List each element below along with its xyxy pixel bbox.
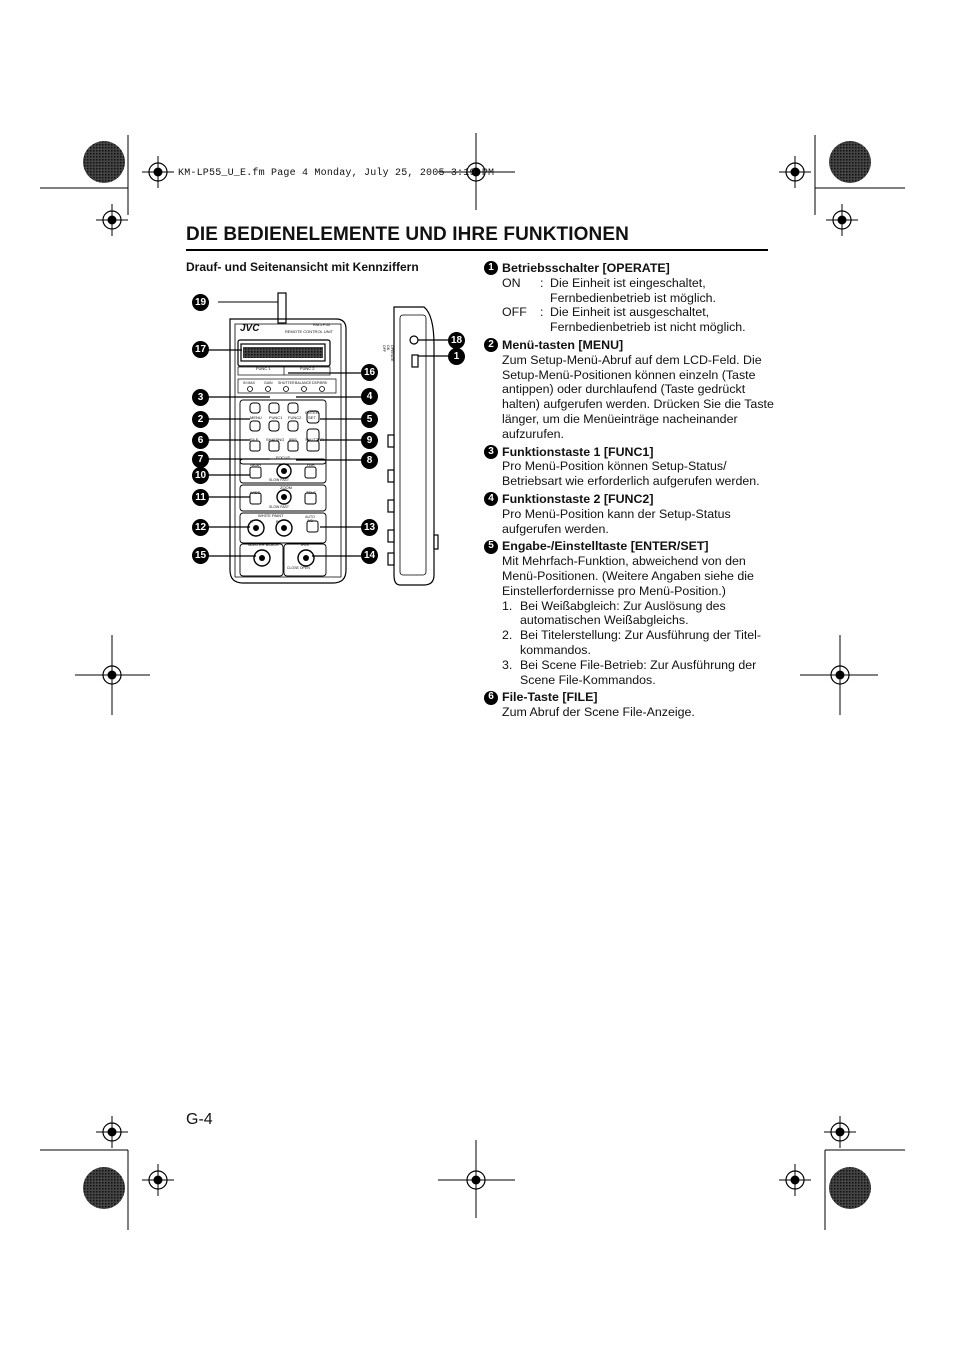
section-func1	[484, 445, 774, 489]
iris-knob-label: IRIS	[301, 542, 309, 547]
zoom-speed-label: SLOW FAST	[269, 505, 290, 509]
model-label: RM-LP55	[313, 322, 330, 327]
led-label-4: DSP/BRK	[312, 381, 328, 385]
section-menu	[484, 338, 774, 442]
callout-16: 16	[361, 364, 378, 381]
tele-button[interactable]: TELE	[306, 490, 317, 495]
iris-close-open-label: CLOSE OPEN	[287, 566, 310, 570]
callout-9: 9	[361, 432, 378, 449]
led-label-3: BALANCE	[295, 381, 312, 385]
file-header: KM-LP55_U_E.fm Page 4 Monday, July 25, 2005 3:19 PM	[178, 168, 495, 179]
func1-button[interactable]: FUNC1	[269, 415, 283, 420]
figure-subtitle: Drauf- und Seitenansicht mit Kennziffern	[186, 260, 419, 274]
section-enter-set	[484, 539, 774, 687]
callout-18: 18	[448, 332, 465, 349]
page-title: DIE BEDIENELEMENTE UND IHRE FUNKTIONEN	[186, 224, 629, 245]
callout-19: 19	[192, 294, 209, 311]
section-func2	[484, 492, 774, 536]
brand-logo: JVC	[240, 323, 260, 334]
section-text: Pro Menü-Position können Setup-Status/ Betriebsart wie erforderlich aufgerufen werden.	[502, 459, 760, 489]
b-label: B	[276, 519, 279, 524]
list-text: Bei Titelerstellung: Zur Ausführung der Titel-kommandos.	[520, 628, 762, 657]
callout-1: 1	[448, 348, 465, 365]
led-label-0: IN MAX	[243, 381, 256, 385]
callout-10: 10	[192, 467, 209, 484]
section-text: Pro Menü-Position kann der Setup-Status aufgerufen werden.	[502, 506, 731, 536]
zoom-label: ZOOM	[280, 485, 292, 490]
list-text: Bei Weißabgleich: Zur Auslösung des automatischen Weißabgleichs.	[520, 598, 726, 628]
section-title: Funktionstaste 2 [FUNC2]	[502, 491, 654, 506]
section-number: 6	[484, 691, 498, 705]
callout-12: 12	[192, 519, 209, 536]
kv-colon: :	[540, 275, 544, 290]
r-label: R	[250, 519, 253, 524]
kv-key: ON	[502, 275, 521, 290]
section-title: File-Taste [FILE]	[502, 690, 598, 705]
led-label-1: GAIN	[264, 381, 273, 385]
section-text: Mit Mehrfach-Funktion, abweichend von den Menü-Positionen. (Weitere Angaben siehe die Einstellerfordernisse pro Menü-Position.)	[502, 554, 754, 598]
near-button[interactable]: NEAR	[250, 462, 262, 467]
iris-button[interactable]: IRIS	[289, 437, 297, 442]
kv-colon: :	[540, 305, 544, 320]
section-text: Zum Abruf der Scene File-Anzeige.	[502, 705, 695, 720]
operate-side-label: OPERATE ON OFF	[382, 345, 394, 362]
page-number: G-4	[186, 1111, 213, 1128]
callout-2: 2	[192, 411, 209, 428]
list-text: Bei Scene File-Betrieb: Zur Ausführung der Scene File-Kommandos.	[520, 657, 757, 687]
focus-label: FOCUS	[276, 455, 290, 460]
section-title: Menü-tasten [MENU]	[502, 337, 624, 352]
func2-bar-label: FUNC 2	[300, 366, 315, 371]
callout-6: 6	[192, 432, 209, 449]
shutter-button[interactable]: SHUTTER	[305, 437, 324, 442]
shading-button[interactable]: SHADING	[266, 437, 285, 442]
callout-4: 4	[361, 388, 378, 405]
kv-key: OFF	[502, 305, 527, 320]
section-text: Zum Setup-Menü-Abruf auf dem LCD-Feld. Die Setup-Menü-Positionen können einzeln (Taste antippen) oder durchlaufend (Taste gedrückt halten) aufgerufen werden. Drücken Sie die Taste länger, um die Menüeinträge nacheinander aufzurufen.	[502, 352, 774, 441]
auto-wb-button[interactable]: AUTO WB	[305, 515, 315, 523]
title-rule	[186, 249, 768, 251]
kv-value: Die Einheit ist eingeschaltet, Fernbedienbetrieb ist möglich.	[550, 275, 716, 305]
focus-speed-label: SLOW FAST	[269, 478, 290, 482]
callout-3: 3	[192, 389, 209, 406]
callout-8: 8	[361, 452, 378, 469]
callout-5: 5	[361, 411, 378, 428]
white-paint-label: WHITE PAINT	[258, 513, 284, 518]
list-number: 3.	[502, 657, 513, 672]
callout-15: 15	[192, 547, 209, 564]
list-number: 1.	[502, 598, 513, 613]
section-file	[484, 690, 774, 720]
section-number: 5	[484, 540, 498, 554]
kv-value: Die Einheit ist ausgeschaltet, Fernbedienbetrieb ist nicht möglich.	[550, 305, 746, 335]
section-title: Engabe-/Einstelltaste [ENTER/SET]	[502, 539, 709, 554]
func2-button[interactable]: FUNC2	[288, 415, 302, 420]
callout-17: 17	[192, 341, 209, 358]
descriptions	[484, 258, 774, 720]
enter-set-button[interactable]: ENTER SET	[305, 410, 319, 420]
section-number: 2	[484, 338, 498, 352]
master-black-label: MASTER BLACK	[248, 542, 279, 547]
callout-11: 11	[192, 489, 209, 506]
file-button[interactable]: FILE	[250, 437, 259, 442]
section-number: 3	[484, 445, 498, 459]
callout-7: 7	[192, 451, 209, 468]
model-sub-label: REMOTE CONTROL UNIT	[285, 329, 334, 334]
func1-bar-label: FUNC 1	[256, 366, 271, 371]
section-number: 1	[484, 261, 498, 275]
wide-button[interactable]: WIDE	[250, 490, 261, 495]
callout-13: 13	[361, 519, 378, 536]
list-number: 2.	[502, 628, 513, 643]
section-operate	[484, 261, 774, 335]
section-title: Betriebsschalter [OPERATE]	[502, 261, 670, 275]
section-number: 4	[484, 492, 498, 506]
menu-button[interactable]: MENU	[250, 415, 262, 420]
far-button[interactable]: FAR	[307, 462, 315, 467]
led-label-2: SHUTTER	[278, 381, 295, 385]
callout-14: 14	[361, 547, 378, 564]
section-title: Funktionstaste 1 [FUNC1]	[502, 444, 654, 459]
